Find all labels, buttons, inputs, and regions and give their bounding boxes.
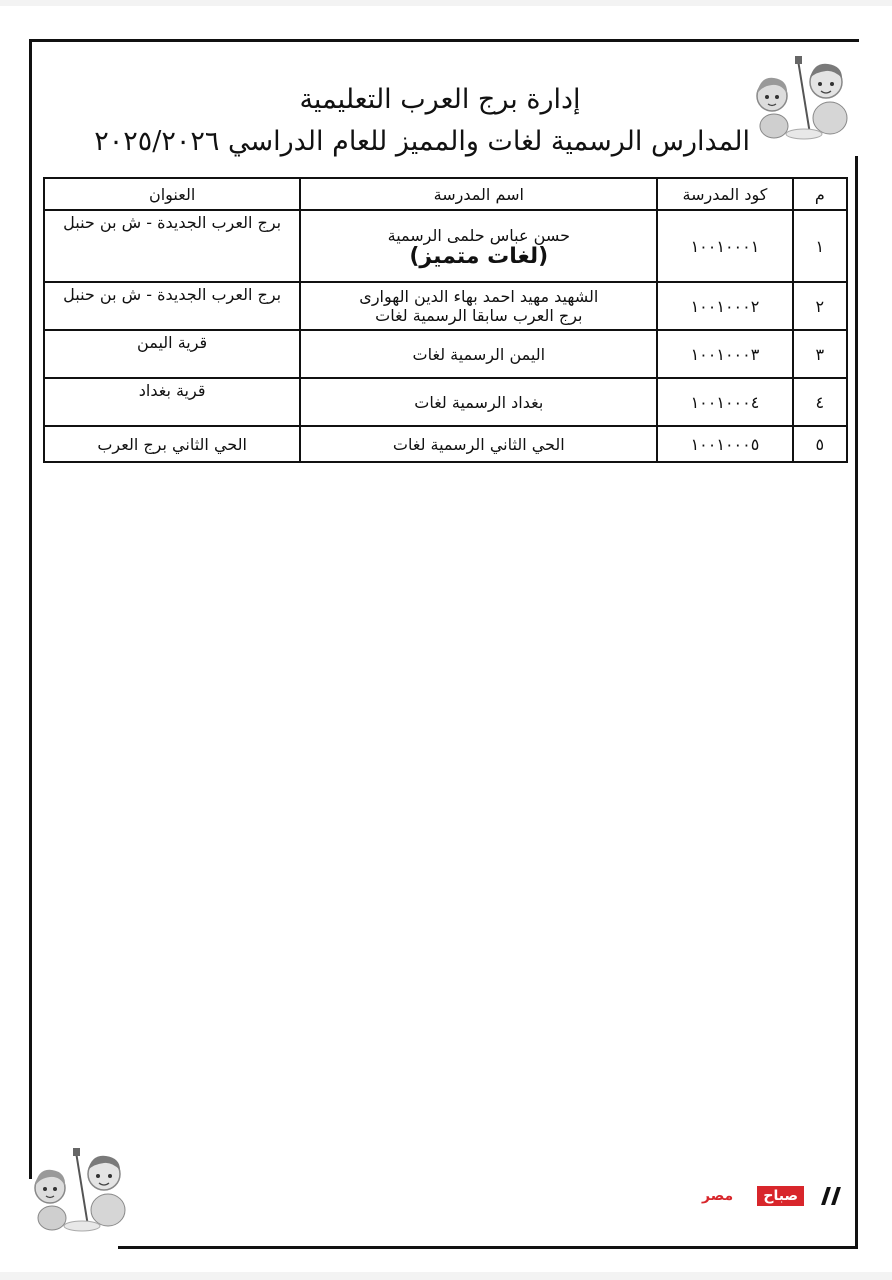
logo-slash-mark — [821, 1187, 831, 1205]
cell-m: ٣ — [793, 330, 847, 378]
school-name-text: الشهيد مهيد احمد بهاء الدين الهوارى — [359, 287, 599, 306]
frame-border-top — [29, 39, 859, 42]
school-name-text: حسن عباس حلمى الرسمية — [387, 226, 570, 245]
logo-brand-suffix: مصر — [702, 1188, 734, 1204]
cell-code: ١٠٠١٠٠٠٣ — [657, 330, 792, 378]
cell-address: قرية بغداد — [44, 378, 300, 426]
cell-address: قرية اليمن — [44, 330, 300, 378]
cell-name — [300, 210, 657, 282]
cell-address: الحي الثاني برج العرب — [44, 426, 300, 462]
cell-name: الحي الثاني الرسمية لغات — [300, 426, 657, 462]
kids-illustration-icon — [26, 1146, 136, 1234]
school-name-text: برج العرب سابقا الرسمية لغات — [375, 306, 583, 325]
cell-name — [300, 282, 657, 330]
cell-address: برج العرب الجديدة - ش بن حنبل — [44, 282, 300, 330]
cell-name: بغداد الرسمية لغات — [300, 378, 657, 426]
table-row — [44, 426, 847, 462]
column-header-name: اسم المدرسة — [300, 178, 657, 210]
cell-m: ١ — [793, 210, 847, 282]
cell-code: ١٠٠١٠٠٠٥ — [657, 426, 792, 462]
table-row — [44, 210, 847, 282]
table-row — [44, 330, 847, 378]
kids-illustration-icon — [748, 54, 858, 142]
cell-address: برج العرب الجديدة - ش بن حنبل — [44, 210, 300, 282]
frame-border-right — [855, 156, 858, 1249]
column-header-m: م — [793, 178, 847, 210]
page-title: إدارة برج العرب التعليمية — [299, 84, 581, 115]
frame-border-bottom — [118, 1246, 858, 1249]
cell-name: اليمن الرسمية لغات — [300, 330, 657, 378]
table-header-row — [44, 178, 847, 210]
column-header-code: كود المدرسة — [657, 178, 792, 210]
cell-m: ٥ — [793, 426, 847, 462]
table-row — [44, 378, 847, 426]
table-row — [44, 282, 847, 330]
cell-m: ٤ — [793, 378, 847, 426]
school-type-label: (لغات متميز) — [409, 244, 549, 269]
logo-brand-text: صباح — [757, 1186, 804, 1206]
column-header-address: العنوان — [44, 178, 300, 210]
logo-slash-mark — [831, 1187, 841, 1205]
watermark-logo — [700, 1186, 840, 1208]
cell-code: ١٠٠١٠٠٠١ — [657, 210, 792, 282]
page-subtitle: المدارس الرسمية لغات والمميز للعام الدراسي ٢٠٢٥/٢٠٢٦ — [94, 126, 750, 157]
cell-m: ٢ — [793, 282, 847, 330]
cell-code: ١٠٠١٠٠٠٢ — [657, 282, 792, 330]
cell-code: ١٠٠١٠٠٠٤ — [657, 378, 792, 426]
schools-table — [43, 177, 848, 463]
document-page — [0, 6, 892, 1272]
frame-border-left — [29, 39, 32, 1179]
